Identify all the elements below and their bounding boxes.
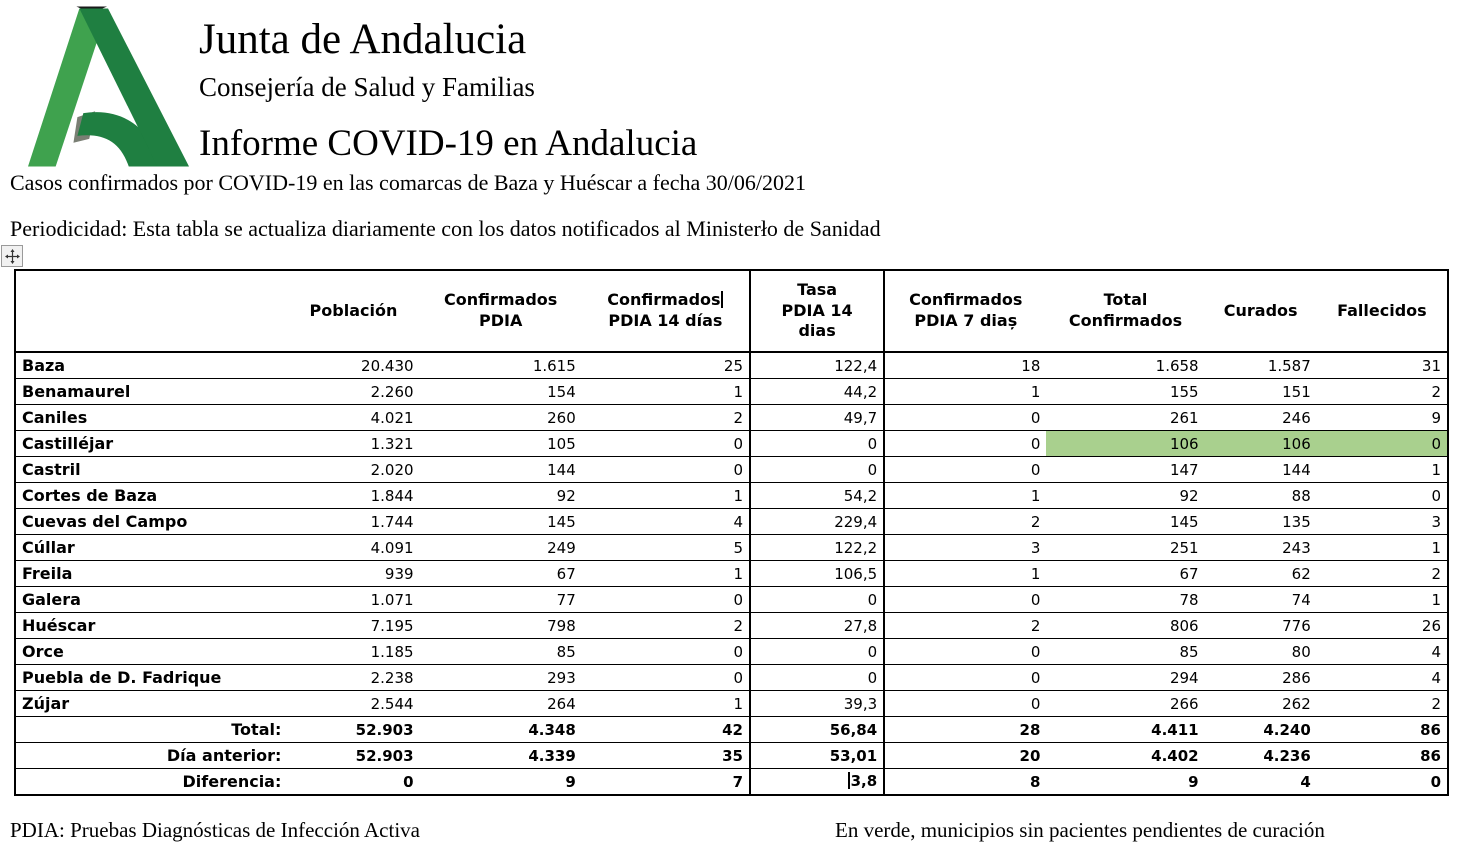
covid-table[interactable] — [14, 269, 1449, 796]
value-cell[interactable]: 85 — [1046, 639, 1204, 665]
value-cell[interactable]: 4.236 — [1205, 743, 1317, 769]
value-cell[interactable]: 27,8 — [750, 613, 884, 639]
value-cell[interactable]: 939 — [287, 561, 419, 587]
value-cell[interactable]: 7 — [582, 769, 750, 796]
municipality-cell[interactable]: Benamaurel — [15, 379, 287, 405]
value-cell[interactable]: 0 — [1317, 483, 1448, 509]
value-cell[interactable]: 8 — [884, 769, 1046, 796]
value-cell[interactable]: 122,2 — [750, 535, 884, 561]
table-row — [15, 561, 1448, 587]
value-cell[interactable]: 0 — [1317, 769, 1448, 796]
column-header: Confirmados PDIA 14 días — [582, 270, 750, 352]
value-cell[interactable]: 4.240 — [1205, 717, 1317, 743]
value-cell[interactable]: 0 — [884, 665, 1046, 691]
value-cell[interactable]: 31 — [1317, 352, 1448, 379]
summary-label-cell[interactable]: Diferencia: — [15, 769, 287, 796]
table-row — [15, 457, 1448, 483]
value-cell[interactable]: 2 — [884, 509, 1046, 535]
municipality-cell[interactable]: Castril — [15, 457, 287, 483]
table-row — [15, 691, 1448, 717]
value-cell[interactable]: 20 — [884, 743, 1046, 769]
value-cell[interactable]: 1.615 — [420, 352, 582, 379]
value-cell[interactable]: 249 — [420, 535, 582, 561]
value-cell[interactable]: 77 — [420, 587, 582, 613]
value-cell[interactable]: 1.844 — [287, 483, 419, 509]
value-cell[interactable]: 262 — [1205, 691, 1317, 717]
value-cell[interactable]: 806 — [1046, 613, 1204, 639]
value-cell[interactable]: 1.185 — [287, 639, 419, 665]
value-cell[interactable]: 4.402 — [1046, 743, 1204, 769]
value-cell[interactable]: 260 — [420, 405, 582, 431]
table-row — [15, 352, 1448, 379]
value-cell[interactable]: 1 — [582, 379, 750, 405]
value-cell[interactable]: 155 — [1046, 379, 1204, 405]
value-cell[interactable]: 4 — [1317, 639, 1448, 665]
value-cell[interactable]: 3 — [1317, 509, 1448, 535]
value-cell[interactable]: 1 — [1317, 457, 1448, 483]
value-cell[interactable]: 2 — [1317, 379, 1448, 405]
column-header: Total Confirmados — [1046, 270, 1204, 352]
value-cell[interactable]: 106,5 — [750, 561, 884, 587]
value-cell[interactable]: 2 — [884, 613, 1046, 639]
value-cell[interactable]: 0 — [884, 431, 1046, 457]
value-cell[interactable]: 0 — [582, 665, 750, 691]
value-cell[interactable]: 0 — [750, 431, 884, 457]
value-cell[interactable]: 4.021 — [287, 405, 419, 431]
municipality-cell[interactable]: Huéscar — [15, 613, 287, 639]
summary-row — [15, 769, 1448, 796]
column-header: Población — [287, 270, 419, 352]
value-cell[interactable]: 86 — [1317, 717, 1448, 743]
value-cell[interactable]: 0 — [582, 587, 750, 613]
value-cell[interactable]: 5 — [582, 535, 750, 561]
value-cell[interactable]: 0 — [582, 457, 750, 483]
value-cell[interactable]: 3 — [884, 535, 1046, 561]
value-cell[interactable]: 1 — [884, 561, 1046, 587]
value-cell[interactable]: 1 — [884, 379, 1046, 405]
value-cell[interactable]: 294 — [1046, 665, 1204, 691]
value-cell[interactable]: 44,2 — [750, 379, 884, 405]
municipality-cell[interactable]: Caniles — [15, 405, 287, 431]
value-cell[interactable]: 286 — [1205, 665, 1317, 691]
value-cell[interactable]: 67 — [420, 561, 582, 587]
value-cell[interactable]: 4 — [1205, 769, 1317, 796]
value-cell[interactable]: 1 — [884, 483, 1046, 509]
municipality-cell[interactable]: Orce — [15, 639, 287, 665]
value-cell[interactable]: 144 — [1205, 457, 1317, 483]
value-cell[interactable]: 92 — [1046, 483, 1204, 509]
text-cursor-icon — [721, 291, 723, 308]
value-cell[interactable]: 264 — [420, 691, 582, 717]
municipality-cell[interactable]: Puebla de D. Fadrique — [15, 665, 287, 691]
value-cell[interactable]: 145 — [420, 509, 582, 535]
value-cell[interactable]: 0 — [750, 665, 884, 691]
column-header: Tasa PDIA 14 dias — [750, 270, 884, 352]
value-cell[interactable]: 39,3 — [750, 691, 884, 717]
value-cell[interactable]: 1 — [1317, 535, 1448, 561]
value-cell[interactable]: 2 — [1317, 561, 1448, 587]
table-row — [15, 665, 1448, 691]
value-cell[interactable]: 151 — [1205, 379, 1317, 405]
value-cell[interactable]: 1 — [1317, 587, 1448, 613]
value-cell[interactable]: 106 — [1205, 431, 1317, 457]
value-cell[interactable]: 0 — [884, 691, 1046, 717]
value-cell[interactable]: 7.195 — [287, 613, 419, 639]
value-cell[interactable]: 106 — [1046, 431, 1204, 457]
summary-row — [15, 743, 1448, 769]
municipality-cell[interactable]: Castilléjar — [15, 431, 287, 457]
value-cell[interactable]: 4.091 — [287, 535, 419, 561]
value-cell[interactable]: 251 — [1046, 535, 1204, 561]
value-cell[interactable]: 246 — [1205, 405, 1317, 431]
org-title: Junta de Andalucia — [199, 16, 527, 63]
value-cell[interactable]: 2.260 — [287, 379, 419, 405]
value-cell[interactable]: 243 — [1205, 535, 1317, 561]
value-cell[interactable]: 26 — [1317, 613, 1448, 639]
column-header — [15, 270, 287, 352]
value-cell[interactable]: 42 — [582, 717, 750, 743]
value-cell[interactable]: 0 — [884, 639, 1046, 665]
value-cell[interactable]: 4.339 — [420, 743, 582, 769]
value-cell[interactable]: 52.903 — [287, 743, 419, 769]
value-cell[interactable]: 35 — [582, 743, 750, 769]
value-cell[interactable]: 0 — [750, 457, 884, 483]
value-cell[interactable]: 9 — [420, 769, 582, 796]
table-row — [15, 405, 1448, 431]
move-arrows-icon — [5, 249, 20, 264]
table-row — [15, 379, 1448, 405]
value-cell[interactable]: 86 — [1317, 743, 1448, 769]
value-cell[interactable]: 1.321 — [287, 431, 419, 457]
value-cell[interactable]: 154 — [420, 379, 582, 405]
value-cell[interactable]: 0 — [582, 431, 750, 457]
value-cell[interactable]: 798 — [420, 613, 582, 639]
value-cell[interactable]: 54,2 — [750, 483, 884, 509]
value-cell[interactable]: 2.238 — [287, 665, 419, 691]
municipality-cell[interactable]: Cuevas del Campo — [15, 509, 287, 535]
value-cell[interactable]: 74 — [1205, 587, 1317, 613]
value-cell[interactable]: 1.587 — [1205, 352, 1317, 379]
value-cell[interactable]: 56,84 — [750, 717, 884, 743]
value-cell[interactable]: 28 — [884, 717, 1046, 743]
value-cell[interactable]: 1.744 — [287, 509, 419, 535]
value-cell[interactable]: 1.071 — [287, 587, 419, 613]
footnote-green-legend: En verde, municipios sin pacientes pendientes de curación — [835, 818, 1325, 842]
value-cell[interactable]: 1.658 — [1046, 352, 1204, 379]
value-cell[interactable]: 0 — [884, 457, 1046, 483]
value-cell[interactable]: 88 — [1205, 483, 1317, 509]
value-cell[interactable]: 105 — [420, 431, 582, 457]
value-cell[interactable]: 776 — [1205, 613, 1317, 639]
value-cell[interactable]: 25 — [582, 352, 750, 379]
report-title: Informe COVID-19 en Andalucia — [199, 123, 698, 164]
value-cell[interactable]: 2 — [582, 405, 750, 431]
value-cell[interactable]: 0 — [884, 587, 1046, 613]
municipality-cell[interactable]: Freila — [15, 561, 287, 587]
value-cell[interactable]: 0 — [582, 639, 750, 665]
table-row — [15, 613, 1448, 639]
table-move-handle[interactable] — [1, 245, 23, 267]
value-cell[interactable]: 145 — [1046, 509, 1204, 535]
value-cell[interactable]: 144 — [420, 457, 582, 483]
dept-subtitle: Consejería de Salud y Familias — [199, 72, 535, 102]
table-row — [15, 587, 1448, 613]
junta-de-andalucia-logo — [28, 5, 191, 168]
municipality-cell[interactable]: Cúllar — [15, 535, 287, 561]
value-cell[interactable]: 2 — [1317, 691, 1448, 717]
periodicity-note: Periodicidad: Esta tabla se actualiza diariamente con los datos notificados al Ministerło de Sanidad — [10, 216, 881, 241]
table-row — [15, 483, 1448, 509]
value-cell[interactable]: 2.544 — [287, 691, 419, 717]
value-cell[interactable]: 62 — [1205, 561, 1317, 587]
value-cell[interactable]: 18 — [884, 352, 1046, 379]
column-header: Confirmados PDIA 7 diaș — [884, 270, 1046, 352]
value-cell[interactable]: 4.411 — [1046, 717, 1204, 743]
table-row — [15, 535, 1448, 561]
value-cell[interactable]: 122,4 — [750, 352, 884, 379]
summary-row — [15, 717, 1448, 743]
value-cell[interactable]: 9 — [1317, 405, 1448, 431]
value-cell[interactable]: 9 — [1046, 769, 1204, 796]
text-cursor-icon — [848, 772, 850, 789]
value-cell[interactable]: 147 — [1046, 457, 1204, 483]
value-cell[interactable]: 229,4 — [750, 509, 884, 535]
value-cell[interactable]: 49,7 — [750, 405, 884, 431]
column-header: Curados — [1205, 270, 1317, 352]
table-row — [15, 509, 1448, 535]
value-cell[interactable]: 67 — [1046, 561, 1204, 587]
value-cell[interactable]: 78 — [1046, 587, 1204, 613]
value-cell[interactable]: 4.348 — [420, 717, 582, 743]
value-cell[interactable]: 266 — [1046, 691, 1204, 717]
value-cell[interactable]: 135 — [1205, 509, 1317, 535]
value-cell[interactable]: 85 — [420, 639, 582, 665]
value-cell[interactable]: 0 — [750, 587, 884, 613]
summary-label-cell[interactable]: Total: — [15, 717, 287, 743]
municipality-cell[interactable]: Baza — [15, 352, 287, 379]
value-cell[interactable]: 80 — [1205, 639, 1317, 665]
value-cell[interactable]: 2.020 — [287, 457, 419, 483]
value-cell[interactable]: 4 — [1317, 665, 1448, 691]
value-cell[interactable]: 20.430 — [287, 352, 419, 379]
table-row — [15, 639, 1448, 665]
header-row — [15, 270, 1448, 352]
value-cell[interactable]: 2 — [582, 613, 750, 639]
table-row — [15, 431, 1448, 457]
value-cell[interactable]: 1 — [582, 691, 750, 717]
footnote-pdia-definition: PDIA: Pruebas Diagnósticas de Infección Activa — [10, 818, 420, 842]
value-cell[interactable]: 0 — [750, 639, 884, 665]
value-cell[interactable]: 0 — [884, 405, 1046, 431]
column-header: Fallecidos — [1317, 270, 1448, 352]
value-cell[interactable]: 52.903 — [287, 717, 419, 743]
municipality-cell[interactable]: Cortes de Baza — [15, 483, 287, 509]
value-cell[interactable]: 1 — [582, 561, 750, 587]
value-cell[interactable]: 3,8 — [750, 769, 884, 796]
value-cell[interactable]: 293 — [420, 665, 582, 691]
value-cell[interactable]: 261 — [1046, 405, 1204, 431]
value-cell[interactable]: 0 — [287, 769, 419, 796]
value-cell[interactable]: 0 — [1317, 431, 1448, 457]
value-cell[interactable]: 53,01 — [750, 743, 884, 769]
municipality-cell[interactable]: Zújar — [15, 691, 287, 717]
value-cell[interactable]: 92 — [420, 483, 582, 509]
value-cell[interactable]: 4 — [582, 509, 750, 535]
municipality-cell[interactable]: Galera — [15, 587, 287, 613]
value-cell[interactable]: 1 — [582, 483, 750, 509]
summary-label-cell[interactable]: Día anterior: — [15, 743, 287, 769]
report-subtitle: Casos confirmados por COVID-19 en las comarcas de Baza y Huéscar a fecha 30/06/2021 — [10, 170, 807, 195]
column-header: Confirmados PDIA — [420, 270, 582, 352]
